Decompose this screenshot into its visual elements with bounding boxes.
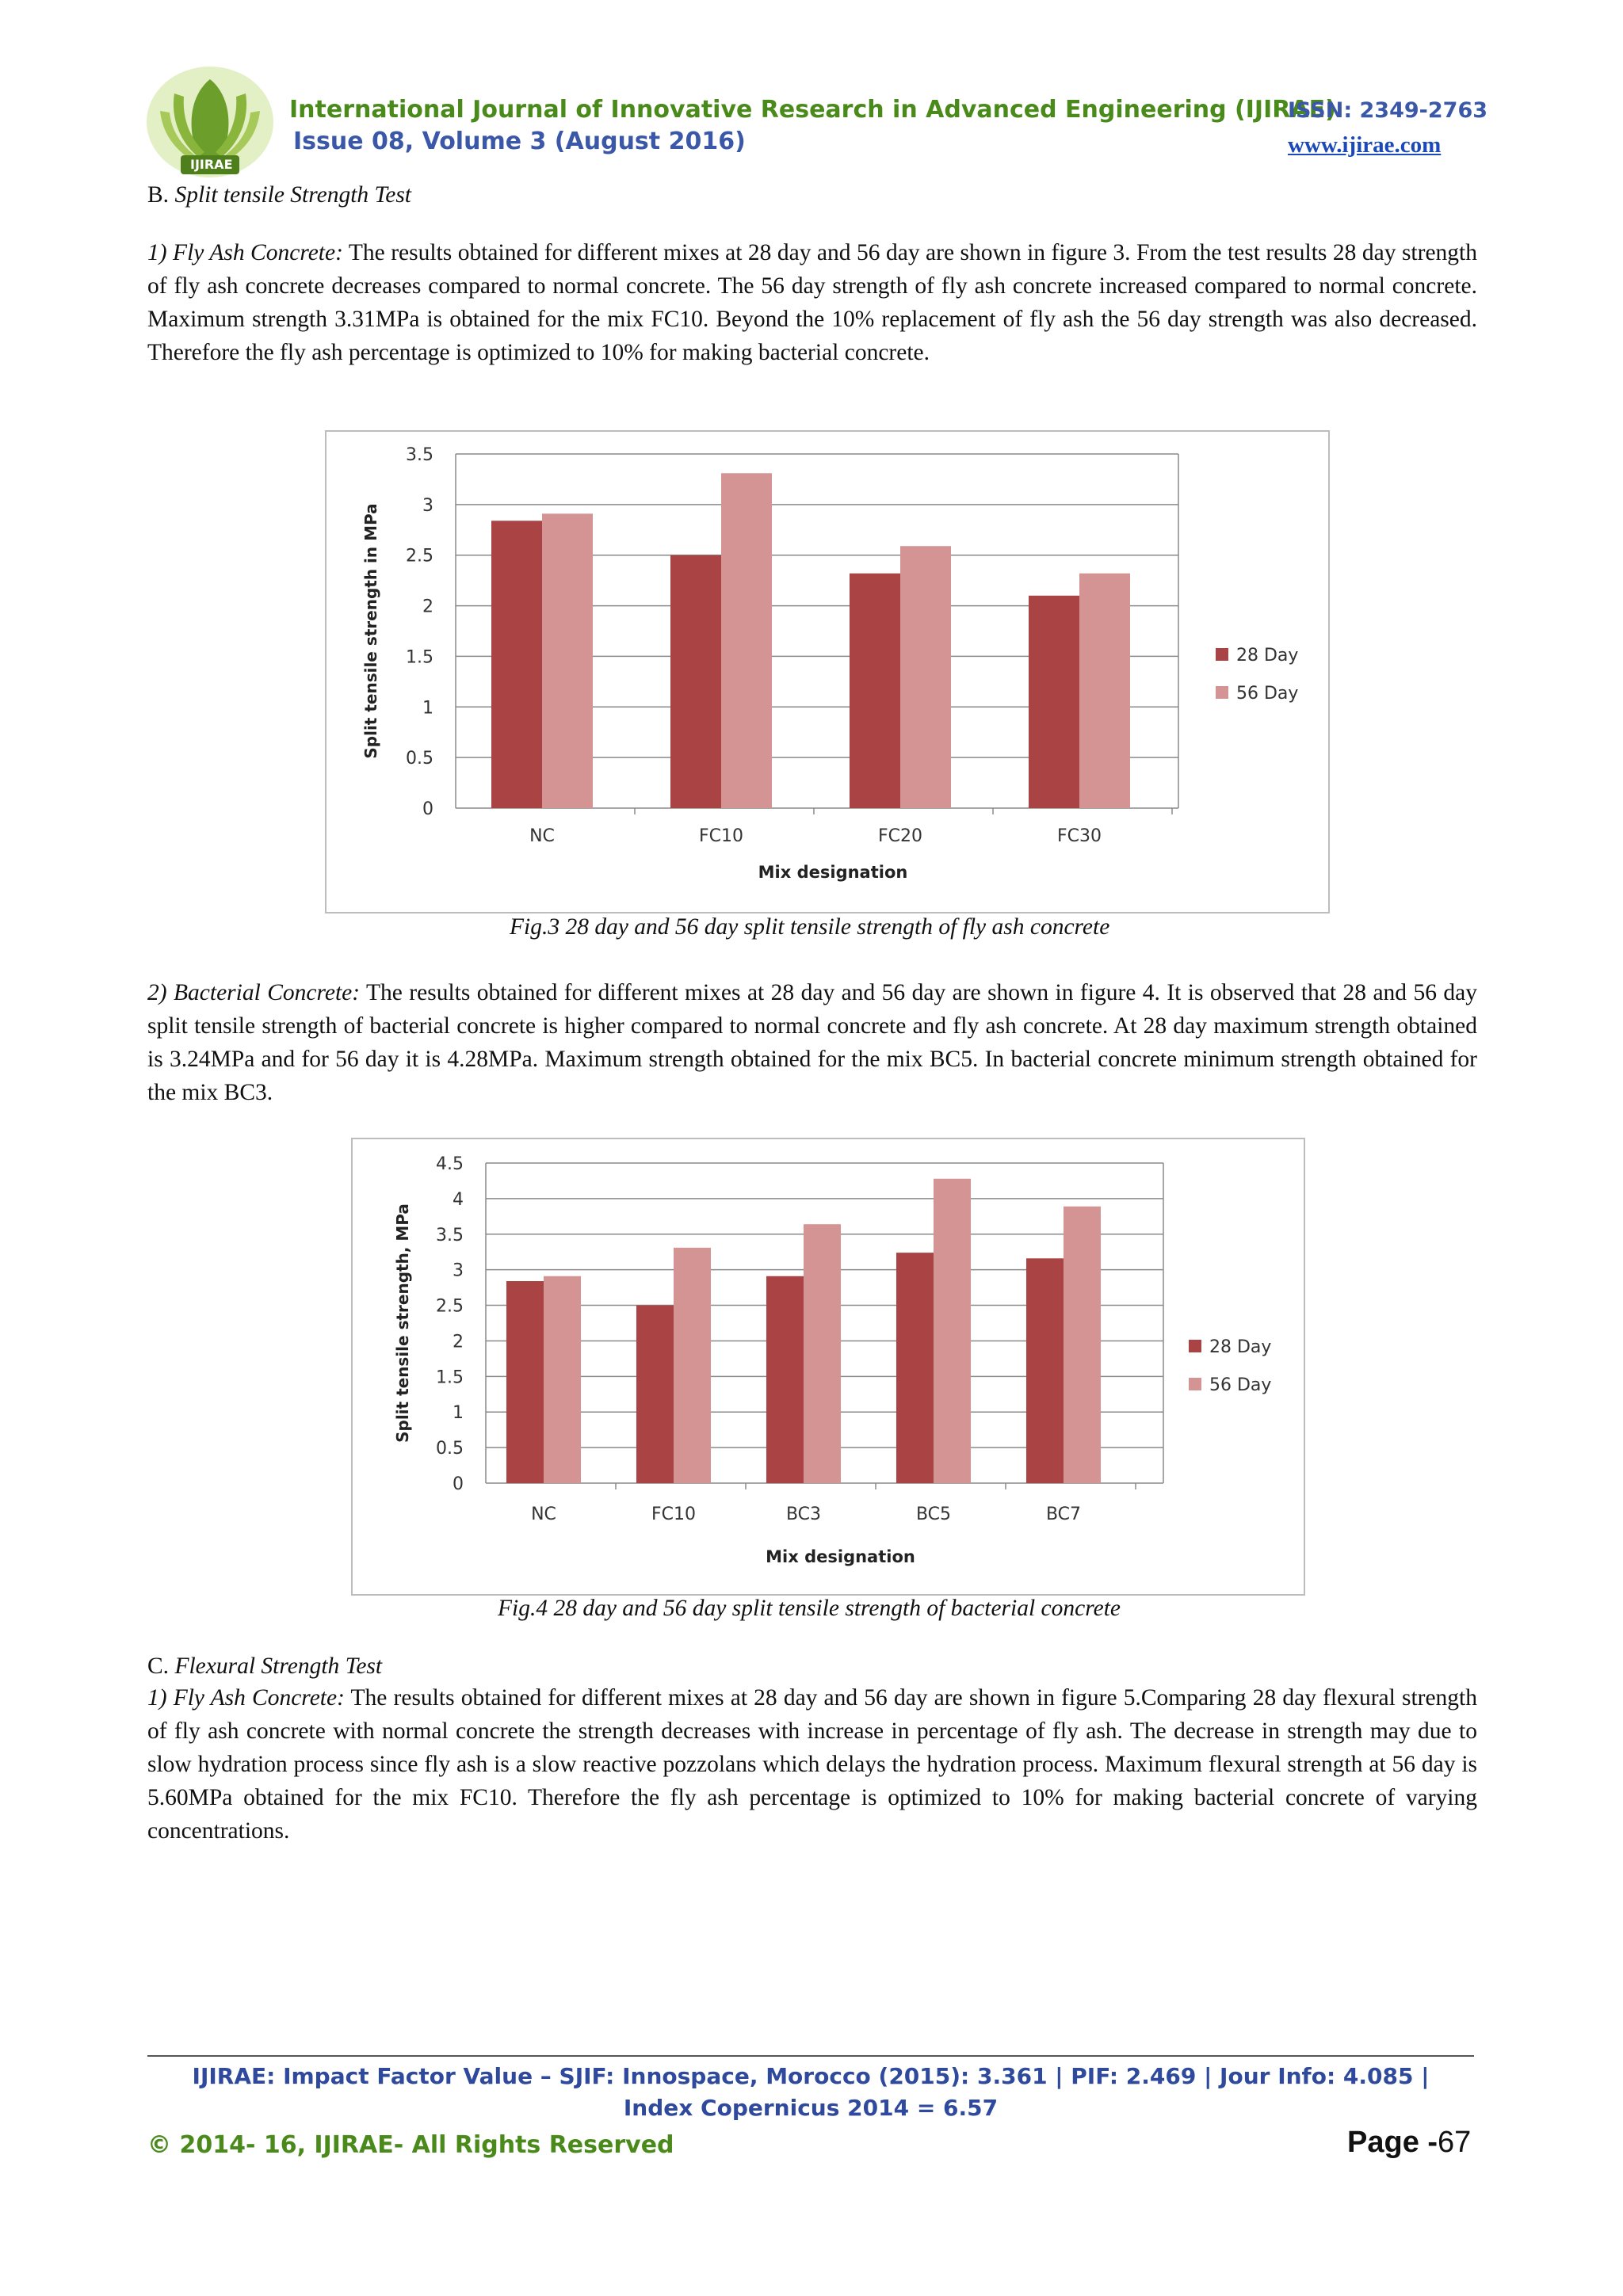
- bar-fc20-56-day: [900, 546, 951, 808]
- section-number: C.: [147, 1653, 170, 1679]
- bar-bc5-56-day: [934, 1179, 971, 1483]
- bar-nc-28-day: [491, 521, 542, 808]
- chart-fig3-svg: [327, 432, 1328, 912]
- y-tick-label: 4: [453, 1189, 464, 1210]
- legend-label: 56 Day: [1209, 1375, 1272, 1395]
- bar-fc30-28-day: [1029, 596, 1079, 808]
- issue-info: Issue 08, Volume 3 (August 2016): [293, 128, 746, 155]
- bar-fc10-28-day: [636, 1306, 674, 1483]
- paragraph-lead: 1) Fly Ash Concrete:: [147, 240, 343, 265]
- legend-swatch: [1216, 648, 1228, 661]
- journal-title: International Journal of Innovative Research in Advanced Engineering (IJIRAE): [289, 96, 1336, 124]
- footer-impact-factor: IJIRAE: Impact Factor Value – SJIF: Innospace, Morocco (2015): 3.361 | PIF: 2.469 | Jour Info: 4.085 |: [192, 2063, 1430, 2089]
- paragraph-text: The results obtained for different mixes at 28 day and 56 day are shown in figure 4. It is observed that 28 and 56 day split tensile strength of bacterial concrete is higher compared to normal concrete and fly ash concrete. At 28 day maximum strength obtained is 3.24MPa and for 56 day it is 4.28MPa. Maximum strength obtained for the mix BC5. In bacterial concrete minimum strength obtained for the mix BC3.: [147, 980, 1478, 1105]
- y-tick-label: 0.5: [436, 1439, 464, 1459]
- legend-swatch: [1189, 1378, 1201, 1390]
- legend-swatch: [1216, 686, 1228, 699]
- y-tick-label: 4.5: [436, 1154, 464, 1174]
- y-tick-label: 1: [453, 1403, 464, 1424]
- legend-label: 28 Day: [1209, 1337, 1272, 1357]
- y-tick-label: 1.5: [436, 1367, 464, 1388]
- x-category-label: BC5: [915, 1505, 952, 1524]
- bar-fc30-56-day: [1079, 574, 1130, 808]
- y-tick-label: 2: [422, 597, 433, 617]
- x-category-label: FC30: [1056, 826, 1102, 846]
- chart-fig4-svg: [353, 1139, 1304, 1594]
- x-category-label: NC: [531, 1505, 556, 1524]
- x-axis-title: Mix designation: [758, 863, 908, 882]
- y-tick-label: 2.5: [406, 546, 433, 566]
- bar-bc3-28-day: [766, 1276, 804, 1483]
- figure-3-caption: Fig.3 28 day and 56 day split tensile strength of fly ash concrete: [510, 914, 1110, 940]
- y-tick-label: 0: [453, 1474, 464, 1494]
- bar-bc5-28-day: [896, 1253, 934, 1483]
- y-tick-label: 1: [422, 698, 433, 719]
- y-tick-label: 0.5: [406, 749, 433, 769]
- section-heading-c: [147, 1650, 382, 1682]
- y-tick-label: 1.5: [406, 647, 433, 668]
- bar-nc-56-day: [542, 513, 593, 808]
- footer-index-copernicus: Index Copernicus 2014 = 6.57: [623, 2095, 999, 2121]
- y-tick-label: 3: [453, 1261, 464, 1281]
- legend-swatch: [1189, 1340, 1201, 1352]
- figure-4-caption: Fig.4 28 day and 56 day split tensile strength of bacterial concrete: [498, 1596, 1121, 1621]
- paragraph-text: The results obtained for different mixes at 28 day and 56 day are shown in figure 5.Comparing 28 day flexural strength of fly ash concrete with normal concrete the strength decreases with increase in percentage of fly ash. The decrease in strength may due to slow hydration process since fly ash is a slow reactive pozzolans which delays the hydration process. Maximum flexural strength at 56 day is 5.60MPa obtained for the mix FC10. Therefore the fly ash percentage is optimized to 10% for making bacterial concrete of varying concentrations.: [147, 1685, 1477, 1844]
- bar-bc7-28-day: [1026, 1258, 1064, 1483]
- paragraph-lead: 1) Fly Ash Concrete:: [147, 1685, 345, 1711]
- figure-3-chart: [325, 430, 1330, 913]
- paragraph-text: The results obtained for different mixes at 28 day and 56 day are shown in figure 3. From the test results 28 day strength of fly ash concrete decreases compared to normal concrete. The 56 day strength of fly ash concrete increased compared to normal concrete. Maximum strength 3.31MPa is obtained for the mix FC10. Beyond the 10% replacement of fly ash the 56 day strength was also decreased. Therefore the fly ash percentage is optimized to 10% for making bacterial concrete.: [147, 240, 1477, 365]
- paragraph-fly-ash-split: [147, 236, 1477, 369]
- bar-nc-28-day: [506, 1281, 544, 1483]
- section-number: B.: [147, 182, 170, 208]
- section-heading-b: [147, 179, 411, 211]
- x-category-label: BC3: [785, 1505, 822, 1524]
- x-category-label: FC10: [698, 826, 744, 846]
- y-tick-label: 3.5: [406, 445, 433, 465]
- bar-bc7-56-day: [1064, 1207, 1101, 1483]
- y-tick-label: 0: [422, 799, 433, 819]
- x-axis-title: Mix designation: [766, 1547, 915, 1566]
- section-title: Flexural Strength Test: [174, 1653, 383, 1679]
- bar-fc10-56-day: [674, 1248, 711, 1483]
- paragraph-fly-ash-flexural: [147, 1681, 1477, 1848]
- journal-logo: [143, 63, 277, 181]
- bar-bc3-56-day: [804, 1224, 841, 1483]
- bar-fc20-28-day: [850, 574, 900, 808]
- y-axis-title: Split tensile strength, MPa: [393, 1203, 412, 1443]
- bar-nc-56-day: [544, 1276, 581, 1483]
- section-title: Split tensile Strength Test: [174, 182, 411, 208]
- paragraph-lead: 2) Bacterial Concrete:: [147, 980, 361, 1005]
- x-category-label: NC: [529, 826, 555, 846]
- bar-fc10-56-day: [721, 473, 772, 808]
- y-tick-label: 2: [453, 1332, 464, 1352]
- x-category-label: FC20: [877, 826, 923, 846]
- y-tick-label: 2.5: [436, 1296, 464, 1317]
- bar-fc10-28-day: [670, 555, 721, 808]
- paragraph-bacterial-split: [147, 976, 1477, 1109]
- y-axis-title: Split tensile strength in MPa: [361, 503, 380, 759]
- x-category-label: FC10: [651, 1505, 697, 1524]
- page-number: [1347, 2126, 1471, 2160]
- website-link[interactable]: www.ijirae.com: [1288, 132, 1442, 158]
- logo-text: IJIRAE: [190, 157, 233, 172]
- y-tick-label: 3: [422, 495, 433, 516]
- x-category-label: BC7: [1045, 1505, 1082, 1524]
- page-label: Page -: [1347, 2126, 1438, 2159]
- page-number-value: 67: [1438, 2126, 1472, 2159]
- footer-divider: [147, 2055, 1474, 2057]
- y-tick-label: 3.5: [436, 1225, 464, 1245]
- footer-copyright: © 2014- 16, IJIRAE- All Rights Reserved: [147, 2131, 674, 2159]
- legend-label: 56 Day: [1236, 684, 1299, 704]
- legend-label: 28 Day: [1236, 646, 1299, 666]
- figure-4-chart: [351, 1138, 1305, 1596]
- issn: ISSN: 2349-2763: [1288, 98, 1488, 123]
